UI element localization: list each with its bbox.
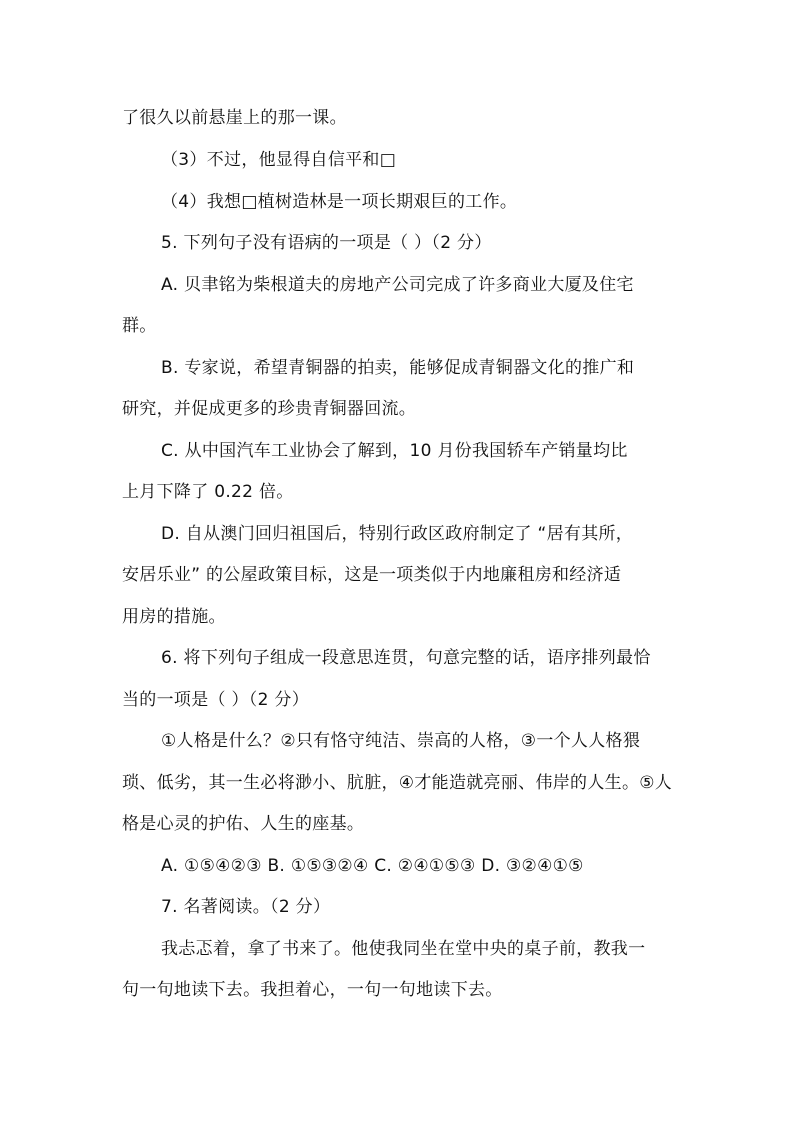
text-line-item-4: （4）我想□植树造林是一项长期艰巨的工作。 [161,192,518,212]
question-6-stem: 6. 将下列句子组成一段意思连贯，句意完整的话，语序排列最恰 [161,648,651,668]
question-6-stem-cont: 当的一项是（ ）（2 分） [122,690,310,710]
question-5-option-b: B. 专家说，希望青铜器的拍卖，能够促成青铜器文化的推广和 [161,358,635,378]
question-5-option-d-cont-1: 安居乐业” 的公屋政策目标，这是一项类似于内地廉租房和经济适 [122,565,622,585]
question-5-option-c-cont: 上月下降了 0.22 倍。 [122,482,294,502]
text-line-cliff-lesson: 了很久以前悬崖上的那一课。 [122,108,347,128]
question-6-options: A. ①⑤④②③ B. ①⑤③②④ C. ②④①⑤③ D. ③②④①⑤ [161,856,584,876]
question-5-option-c: C. 从中国汽车工业协会了解到，10 月份我国轿车产销量均比 [161,441,628,461]
question-7-passage-1: 我忐忑着，拿了书来了。他使我同坐在堂中央的桌子前，教我一 [161,939,646,959]
text-line-item-3: （3）不过，他显得自信平和□ [161,150,397,170]
question-7-stem: 7. 名著阅读。（2 分） [161,897,331,917]
question-5-option-d: D. 自从澳门回归祖国后，特别行政区政府制定了 “居有其所， [161,524,634,544]
question-5-option-a: A. 贝聿铭为柴根道夫的房地产公司完成了许多商业大厦及住宅 [161,275,634,295]
question-6-passage-2: 琐、低劣，其一生必将渺小、肮脏，④才能造就亮丽、伟岸的人生。⑤人 [122,773,673,793]
question-5-stem: 5. 下列句子没有语病的一项是（ ）（2 分） [161,233,492,253]
question-5-option-b-cont: 研究，并促成更多的珍贵青铜器回流。 [122,399,417,419]
question-6-passage-1: ①人格是什么？②只有恪守纯洁、崇高的人格，③一个人人格猥 [161,731,641,751]
question-6-passage-3: 格是心灵的护佑、人生的座基。 [122,814,365,834]
question-5-option-a-cont: 群。 [122,316,157,336]
question-5-option-d-cont-2: 用房的措施。 [122,607,226,627]
question-7-passage-2: 句一句地读下去。我担着心，一句一句地读下去。 [122,980,503,1000]
